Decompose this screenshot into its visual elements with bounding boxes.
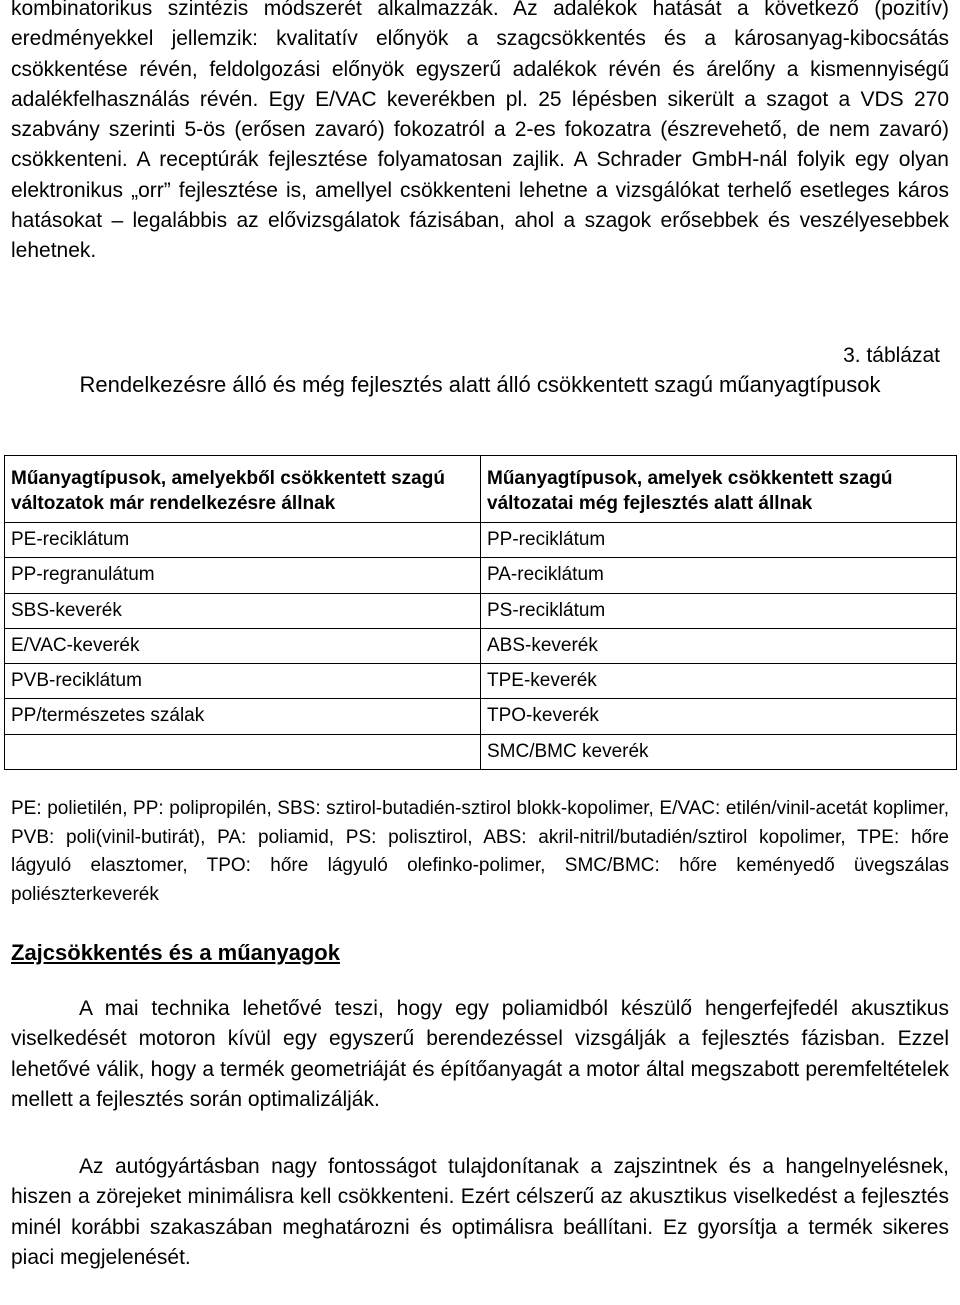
table-cell: SMC/BMC keverék xyxy=(481,734,957,769)
section-heading: Zajcsökkentés és a műanyagok xyxy=(11,940,340,965)
table-cell: E/VAC-keverék xyxy=(5,628,481,663)
table-cell: ABS-keverék xyxy=(481,628,957,663)
table-cell: PP/természetes szálak xyxy=(5,699,481,734)
table-title: Rendelkezésre álló és még fejlesztés alatt álló csökkentett szagú műanyagtípusok xyxy=(79,372,881,397)
table-row xyxy=(5,628,957,663)
table-cell: PA-reciklátum xyxy=(481,558,957,593)
table-cell: TPE-keverék xyxy=(481,664,957,699)
abbreviations-note: PE: polietilén, PP: polipropilén, SBS: sztirol-butadién-sztirol blokk-kopolimer, E/VAC: etilén/vinil-acetát koplimer, PVB: poli(vinil-butirát), PA: poliamid, PS: polisztirol, ABS: akril-nitril/butadién/sztirol kopolimer, TPE: hőre lágyuló elasztomer, TPO: hőre lágyuló olefinko-polimer, SMC/BMC: hőre keményedő üvegszálas poliészterkeverék xyxy=(11,798,949,905)
body-paragraph: A mai technika lehetővé teszi, hogy egy poliamidból készülő hengerfejfedél akusztikus viselkedését motoron kívül egy egyszerű berendezéssel vizsgálják a fejlesztés fázisban. Ezzel lehetővé válik, hogy a termék geometriáját és építőanyagát a motor által megszabott peremfeltételek mellett a fejlesztés során optimalizálják. xyxy=(11,997,949,1111)
table-row xyxy=(5,664,957,699)
table-cell: SBS-keverék xyxy=(5,593,481,628)
table-number: 3. táblázat xyxy=(843,344,940,367)
table-header-row xyxy=(5,456,957,523)
table-row xyxy=(5,699,957,734)
plastic-types-table xyxy=(4,455,957,770)
table-row xyxy=(5,593,957,628)
table-row xyxy=(5,523,957,558)
table-cell: PP-reciklátum xyxy=(481,523,957,558)
table-cell: PVB-reciklátum xyxy=(5,664,481,699)
table-row xyxy=(5,558,957,593)
table-cell: PP-regranulátum xyxy=(5,558,481,593)
table-row xyxy=(5,734,957,769)
table-cell: PS-reciklátum xyxy=(481,593,957,628)
header-available: Műanyagtípusok, amelyekből csökkentett szagú változatok már rendelkezésre állnak xyxy=(5,456,481,523)
table-cell: TPO-keverék xyxy=(481,699,957,734)
intro-paragraph: kombinatorikus szintézis módszerét alkalmazzák. Az adalékok hatását a következő (pozitív) eredményekkel jellemzik: kvalitatív előnyök a szagcsökkentés és a károsanyag-kibocsátás csökkentése révén, feldolgozási előnyök egyszerű adalékok révén és árelőny a kismennyiségű adalékfelhasználás révén. Egy E/VAC keverékben pl. 25 lépésben sikerült a szagot a VDS 270 szabvány szerinti 5-ös (erősen zavaró) fokozatról a 2-es fokozatra (észrevehető, de nem zavaró) csökkenteni. A receptúrák fejlesztése folyamatosan zajlik. A Schrader GmbH-nál folyik egy olyan elektronikus „orr” fejlesztése is, amellyel csökkenteni lehetne a vizsgálókat terhelő esetleges káros hatásokat – legalábbis az elővizsgálatok fázisában, ahol a szagok erősebbek és veszélyesebbek lehetnek. xyxy=(11,0,949,263)
table-cell: PE-reciklátum xyxy=(5,523,481,558)
header-in-development: Műanyagtípusok, amelyek csökkentett szagú változatai még fejlesztés alatt állnak xyxy=(481,456,957,523)
body-paragraph: Az autógyártásban nagy fontosságot tulajdonítanak a zajszintnek és a hangelnyelésnek, hiszen a zörejeket minimálisra kell csökkenteni. Ezért célszerű az akusztikus viselkedést a fejlesztés minél korábbi szakaszában meghatározni és optimálisra beállítani. Ez gyorsítja a termék sikeres piaci megjelenését. xyxy=(11,1155,949,1269)
table-cell xyxy=(5,734,481,769)
